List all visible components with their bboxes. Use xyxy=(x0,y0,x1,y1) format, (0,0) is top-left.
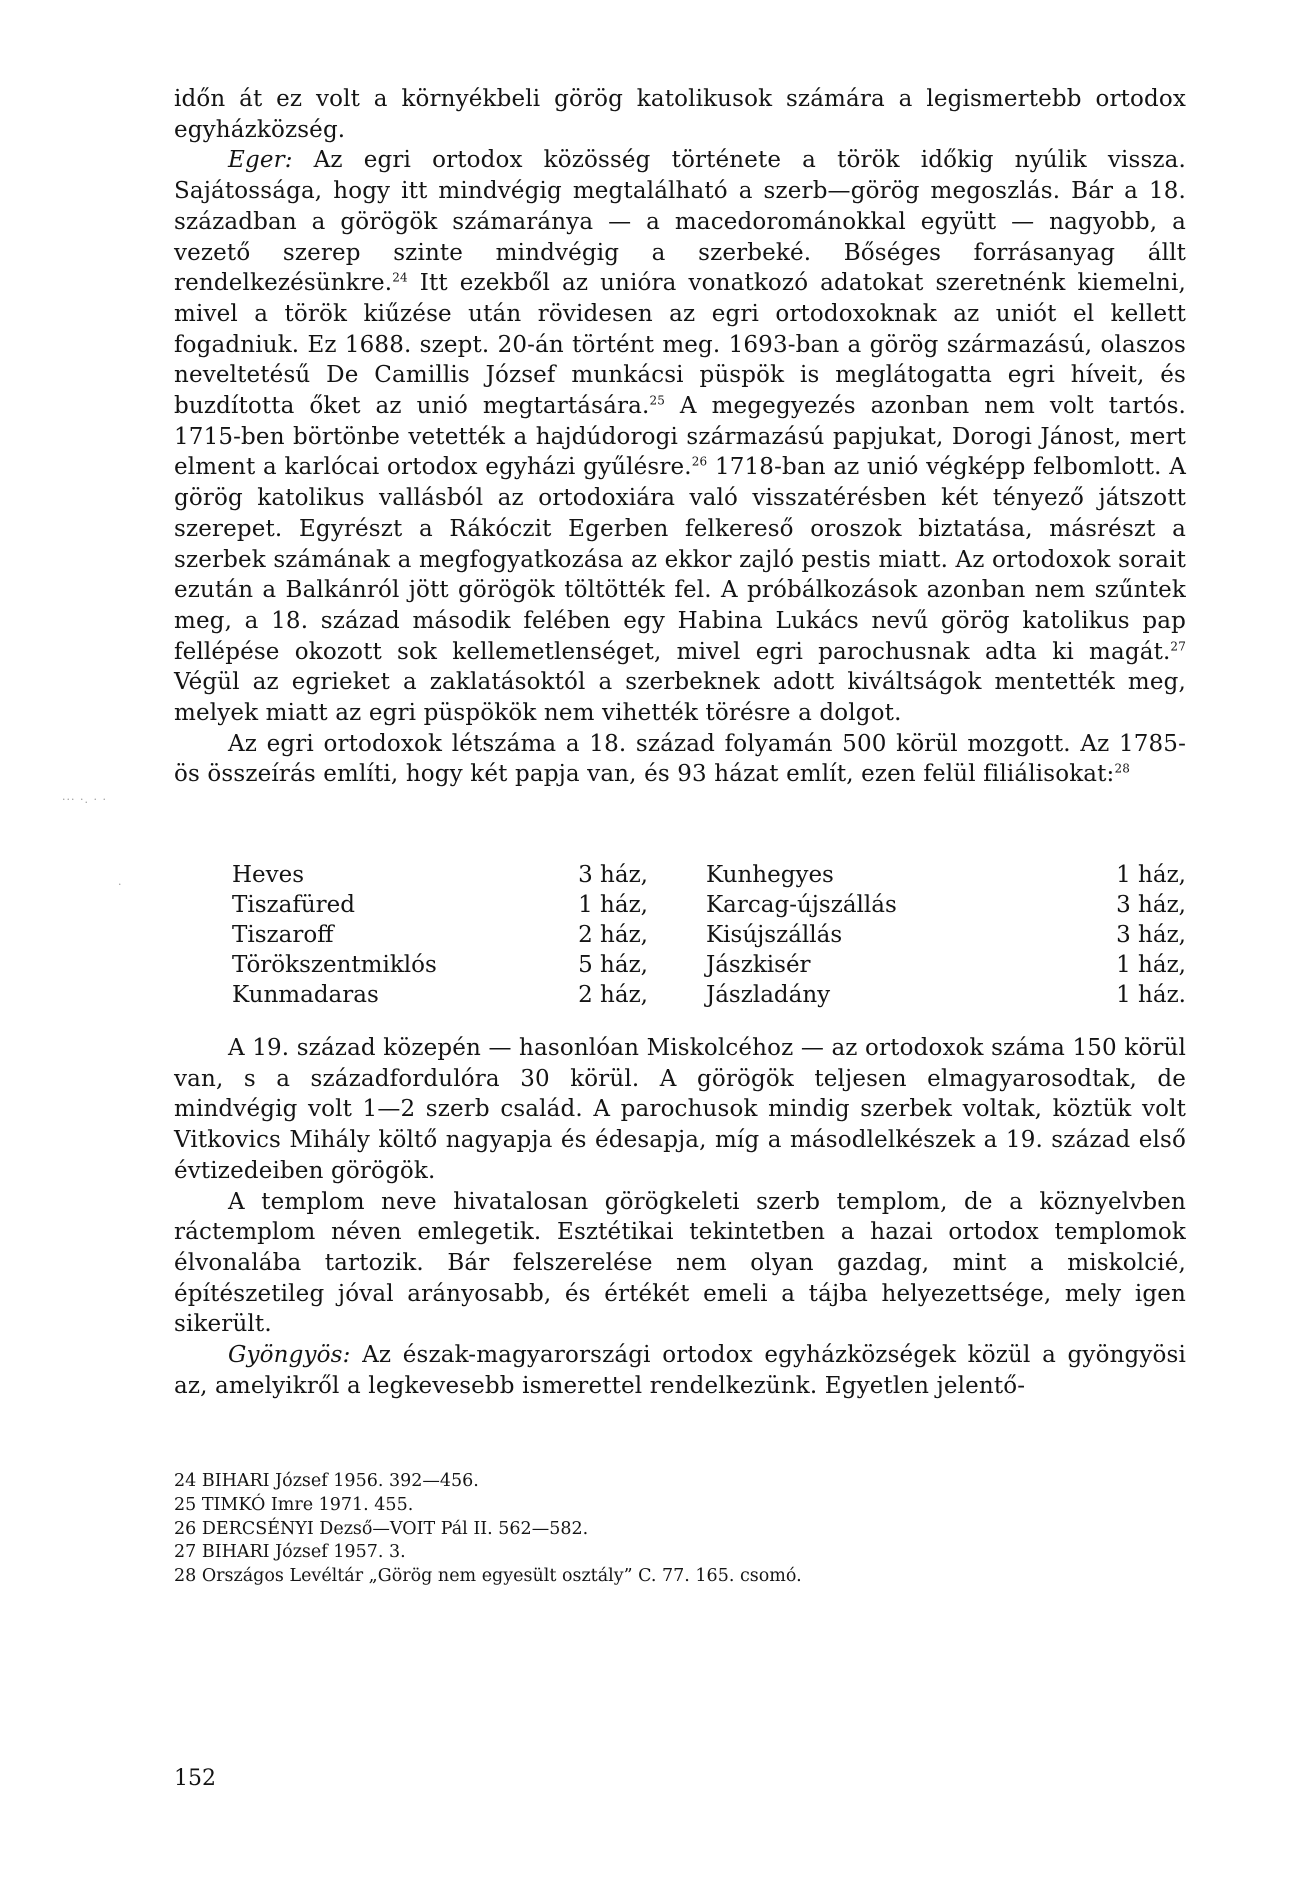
table-row xyxy=(174,980,1186,1010)
paragraph xyxy=(174,145,1186,728)
place-name: Karcag-újszállás xyxy=(706,892,897,918)
paragraph xyxy=(174,1033,1186,1187)
place-name: Heves xyxy=(232,862,305,888)
footnote: 27 BIHARI József 1957. 3. xyxy=(174,1542,406,1563)
paragraph-text: Az egri ortodoxok létszáma a 18. század folyamán 500 körül mozgott. Az 1785-ös összeírás említi, hogy két papja van, és 93 házat említ, ezen felül filiálisokat: xyxy=(174,730,1186,788)
place-name: Kisújszállás xyxy=(706,922,843,948)
paragraph xyxy=(174,1187,1186,1341)
house-count: 1 ház, xyxy=(1116,862,1186,888)
paragraph-text: A 19. század közepén — hasonlóan Miskolcéhoz — az ortodoxok száma 150 körül van, s a századfordulóra 30 körül. A görögök teljesen elmagyarosodtak, de mindvégig volt 1—2 szerb család. A parochusok mindig szerbek voltak, köztük volt Vitkovics Mihály költő nagyapja és édesapja, míg a másodlelkészek a 19. század első évtizedeiben görögök. xyxy=(174,1035,1186,1184)
house-count: 1 ház. xyxy=(1116,982,1186,1008)
house-count: 1 ház, xyxy=(578,892,648,918)
body-text-lower xyxy=(174,1033,1186,1401)
place-name: Jászkisér xyxy=(706,952,811,978)
paragraph-text: Itt ezekből az unióra vonatkozó adatokat szeretnénk kiemelni, mivel a török kiűzése után rövidesen az egri ortodoxoknak az uniót el kellett fogadniuk. Ez 1688. szept. 20-án történt meg. 1693-ban a görög származású, olaszos neveltetésű De Camillis József munkácsi püspök is meglátogatta egri híveit, és buzdította őket az unió megtartására. xyxy=(174,270,1186,420)
house-count: 3 ház, xyxy=(1116,892,1186,918)
footnote: 26 DERCSÉNYI Dezső—VOIT Pál II. 562—582. xyxy=(174,1518,589,1539)
paragraph-text: A megegyezés azonban nem volt tartós. 1715-ben börtönbe vetették a hajdúdorogi származású papjukat, Dorogi Jánost, mert elment a karlócai ortodox egyházi gyűlésre. xyxy=(174,393,1187,481)
paragraph-text: Az egri ortodox közösség története a török időkig nyúlik vissza. Sajátossága, hogy itt mindvégig megtalálható a szerb—görög megoszlás. Bár a 18. században a görögök számaránya — a macedorománokkal együtt — nagyobb, a vezető szerep szinte mindvégig a szerbeké. Bőséges forrásanyag állt rendelkezésünkre. xyxy=(174,147,1186,297)
place-name: Jászladány xyxy=(706,982,831,1008)
table-row xyxy=(174,920,1186,950)
house-count: 2 ház, xyxy=(578,982,648,1008)
place-name: Kunhegyes xyxy=(706,862,834,888)
footnote-reference: 27 xyxy=(1170,639,1186,653)
paragraph-text: 1718-ban az unió végképp felbomlott. A görög katolikus vallásból az ortodoxiára való visszatérésben két tényező játszott szerepet. Egyrészt a Rákóczit Egerben felkereső oroszok biztatása, másrészt a szerbek számának a megfogyatkozása az ekkor zajló pestis miatt. Az ortodoxok sorait ezután a Balkánról jött görögök töltötték fel. A próbálkozások azonban nem szűntek meg, a 18. század második felében egy Habina Lukács nevű görög katolikus pap fellépése okozott sok kellemetlenséget, mivel egri parochusnak adta ki magát. xyxy=(174,454,1186,665)
footnote: 25 TIMKÓ Imre 1971. 455. xyxy=(174,1494,414,1515)
footnotes xyxy=(174,1470,1186,1589)
filial-houses-table xyxy=(174,860,1186,1010)
footnote-reference: 25 xyxy=(649,393,666,408)
house-count: 3 ház, xyxy=(578,862,648,888)
table-row xyxy=(174,950,1186,980)
footnote-reference: 26 xyxy=(691,454,708,469)
footnote-reference: 28 xyxy=(1114,761,1131,776)
place-name: Törökszentmiklós xyxy=(232,952,437,978)
footnote: 28 Országos Levéltár „Görög nem egyesült osztály” C. 77. 165. csomó. xyxy=(174,1566,802,1587)
paragraph-text: Az észak-magyarországi ortodox egyházközségek közül a gyöngyösi az, amelyikről a legkevesebb ismerettel rendelkezünk. Egyetlen jelentő- xyxy=(174,1342,1186,1399)
paragraph xyxy=(174,1340,1186,1401)
place-name: Tiszafüred xyxy=(232,892,355,918)
place-name: Kunmadaras xyxy=(232,982,379,1008)
place-heading: Gyöngyös: xyxy=(228,1342,351,1369)
house-count: 5 ház, xyxy=(578,952,648,978)
paragraph xyxy=(174,84,1186,145)
footnote-reference: 24 xyxy=(392,270,408,285)
table-row xyxy=(174,890,1186,920)
body-text-upper xyxy=(174,84,1186,790)
table-row xyxy=(174,860,1186,890)
page-number: 152 xyxy=(174,1766,216,1791)
paragraph-text: időn át ez volt a környékbeli görög katolikusok számára a legismertebb ortodox egyházközség. xyxy=(174,86,1186,143)
house-count: 2 ház, xyxy=(578,922,648,948)
scan-speckle: ··· ·. · · xyxy=(62,793,107,806)
place-name: Tiszaroff xyxy=(232,922,334,948)
paragraph xyxy=(174,729,1186,790)
paragraph-text: A templom neve hivatalosan görögkeleti szerb templom, de a köznyelvben ráctemplom néven emlegetik. Esztétikai tekintetben a hazai ortodox templomok élvonalába tartozik. Bár felszerelése nem olyan gazdag, mint a miskolcié, építészetileg jóval arányosabb, és értékét emeli a tájba helyezettsége, mely igen sikerült. xyxy=(174,1188,1186,1338)
house-count: 1 ház, xyxy=(1116,952,1186,978)
paragraph-text: Végül az egrieket a zaklatásoktól a szerbeknek adott kiváltságok mentették meg, melyek miatt az egri püspökök nem vihették törésre a dolgot. xyxy=(174,669,1186,727)
house-count: 3 ház, xyxy=(1116,922,1186,948)
place-heading: Eger: xyxy=(228,147,293,174)
footnote: 24 BIHARI József 1956. 392—456. xyxy=(174,1471,479,1491)
scan-speckle: · xyxy=(118,878,123,891)
